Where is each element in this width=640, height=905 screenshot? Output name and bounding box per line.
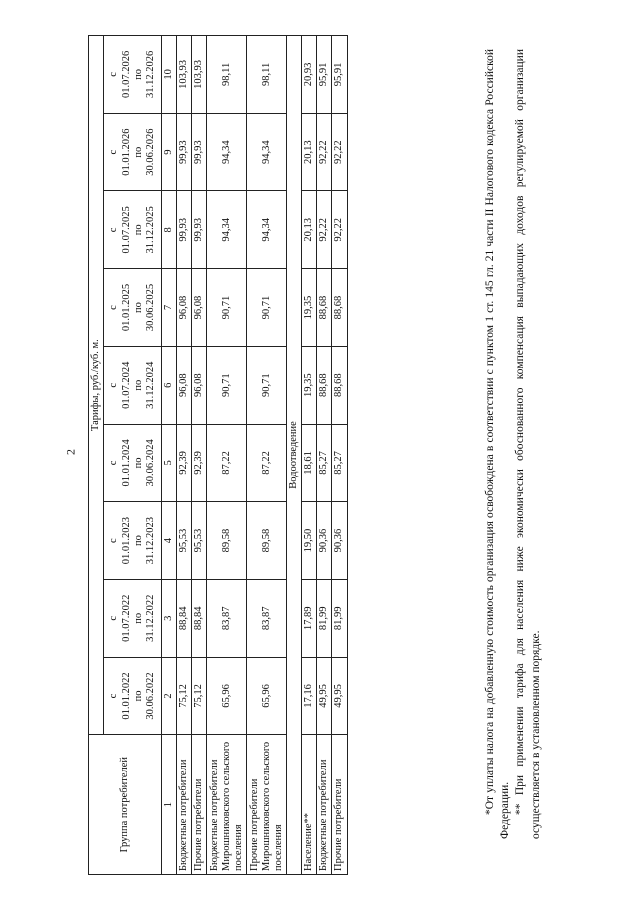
period-to: по	[132, 68, 144, 80]
period-to: по	[132, 146, 144, 158]
tariff-value: 17,89	[302, 579, 317, 657]
tariff-value: 92,22	[332, 191, 347, 269]
period-start: 01.07.2022	[120, 594, 132, 642]
period-start: 01.07.2025	[120, 206, 132, 254]
tariff-value: 90,71	[247, 269, 287, 347]
tariff-value: 89,58	[207, 502, 247, 580]
tariff-value: 65,96	[247, 657, 287, 735]
tariff-value: 92,22	[332, 113, 347, 191]
tariff-value: 92,39	[177, 424, 192, 502]
tariff-value: 89,58	[247, 502, 287, 580]
period-start: 01.07.2024	[120, 361, 132, 409]
period-start: 01.01.2023	[120, 516, 132, 565]
period-from: с	[108, 460, 120, 466]
column-number: 5	[162, 424, 177, 502]
period-end: 30.06.2024	[144, 439, 156, 487]
tariff-value: 19,35	[302, 269, 317, 347]
tariff-value: 88,68	[332, 269, 347, 347]
period-end: 31.12.2026	[144, 50, 156, 99]
tariff-value: 20,13	[302, 113, 317, 191]
tariff-value: 81,99	[317, 579, 332, 657]
footnotes	[483, 49, 544, 839]
column-number: 1	[162, 735, 177, 875]
period-header-6	[104, 269, 162, 347]
table-row	[177, 36, 192, 875]
tariff-value: 99,93	[192, 191, 207, 269]
header-tariffs: Тарифы, руб./куб. м.	[89, 36, 104, 735]
period-from: с	[108, 305, 120, 310]
page-number: 2	[63, 449, 78, 455]
tariff-value: 96,08	[192, 269, 207, 347]
tariff-value: 19,35	[302, 346, 317, 424]
tariff-value: 96,08	[177, 269, 192, 347]
period-start: 01.01.2026	[120, 128, 132, 176]
tariff-value: 88,68	[317, 269, 332, 347]
tariff-value: 65,96	[207, 657, 247, 735]
tariff-value: 92,22	[317, 113, 332, 191]
period-from: с	[108, 693, 120, 699]
footnote-1: *От уплаты налога на добавленную стоимость организация освобождена в соответствии с пунктом 1 ст. 145 гл. 21 части II Налогового кодекса Российской Федерации.	[484, 49, 512, 839]
tariff-value: 88,84	[177, 579, 192, 657]
period-header-2	[104, 579, 162, 657]
tariff-value: 88,68	[317, 346, 332, 424]
period-from: с	[108, 538, 120, 543]
tariff-value: 90,71	[247, 346, 287, 424]
tariff-value: 94,34	[207, 191, 247, 269]
period-to: по	[132, 612, 144, 624]
tariff-value: 94,34	[247, 113, 287, 191]
tariff-value: 83,87	[247, 579, 287, 657]
tariff-value: 87,22	[207, 424, 247, 502]
period-header-4	[104, 424, 162, 502]
tariff-value: 90,71	[207, 269, 247, 347]
tariff-value: 49,95	[317, 657, 332, 735]
tariff-value: 90,36	[317, 502, 332, 580]
period-header-8	[104, 113, 162, 191]
tariff-value: 98,11	[207, 36, 247, 114]
period-end: 31.12.2023	[144, 516, 156, 565]
table-row	[207, 36, 247, 875]
period-to: по	[132, 535, 144, 547]
period-header-9	[104, 36, 162, 114]
tariff-value: 92,22	[317, 191, 332, 269]
period-from: с	[108, 382, 120, 388]
period-start: 01.01.2024	[120, 439, 132, 487]
tariff-value: 18,61	[302, 424, 317, 502]
period-end: 30.06.2025	[144, 283, 156, 332]
tariff-value: 88,68	[332, 346, 347, 424]
tariff-value: 17,16	[302, 657, 317, 735]
column-number: 2	[162, 657, 177, 735]
period-end: 30.06.2026	[144, 128, 156, 176]
table-row	[247, 36, 287, 875]
period-to: по	[132, 379, 144, 391]
tariff-value: 20,13	[302, 191, 317, 269]
tariff-value: 75,12	[192, 657, 207, 735]
column-number: 7	[162, 269, 177, 347]
tariff-value: 98,11	[247, 36, 287, 114]
consumer-group: Бюджетные потребители	[317, 735, 332, 875]
header-group: Группа потребителей	[89, 735, 162, 875]
table-row	[192, 36, 207, 875]
tariff-value: 75,12	[177, 657, 192, 735]
tariff-value: 90,71	[207, 346, 247, 424]
tariff-value: 92,39	[192, 424, 207, 502]
column-number: 4	[162, 502, 177, 580]
period-from: с	[108, 615, 120, 621]
tariff-value: 96,08	[177, 346, 192, 424]
period-header-3	[104, 502, 162, 580]
tariff-value: 99,93	[177, 191, 192, 269]
period-end: 31.12.2025	[144, 206, 156, 254]
table-row	[317, 36, 332, 875]
period-start: 01.01.2022	[120, 672, 132, 720]
rotated-page-content	[88, 35, 588, 875]
tariff-value: 20,93	[302, 36, 317, 114]
column-number: 9	[162, 113, 177, 191]
period-from: с	[108, 72, 120, 77]
column-number: 3	[162, 579, 177, 657]
period-header-7	[104, 191, 162, 269]
tariff-value: 49,95	[332, 657, 347, 735]
period-from: с	[108, 227, 120, 233]
tariff-value: 103,93	[192, 36, 207, 114]
column-number: 8	[162, 191, 177, 269]
period-to: по	[132, 690, 144, 702]
tariff-value: 99,93	[177, 113, 192, 191]
section-label: Водоотведение	[287, 36, 302, 875]
table-row	[332, 36, 347, 875]
table-row	[302, 36, 317, 875]
tariff-value: 96,08	[192, 346, 207, 424]
period-end: 31.12.2024	[144, 361, 156, 409]
period-to: по	[132, 302, 144, 313]
period-start: 01.07.2026	[120, 50, 132, 99]
consumer-group: Бюджетные потребители Мирошниковского сельского поселения	[207, 735, 247, 875]
tariff-value: 88,84	[192, 579, 207, 657]
tariff-value: 90,36	[332, 502, 347, 580]
tariff-value: 95,91	[332, 36, 347, 114]
consumer-group: Прочие потребители	[192, 735, 207, 875]
column-number: 6	[162, 346, 177, 424]
tariff-value: 81,99	[332, 579, 347, 657]
tariff-value: 85,27	[317, 424, 332, 502]
column-number: 10	[162, 36, 177, 114]
consumer-group: Прочие потребители	[332, 735, 347, 875]
period-header-5	[104, 346, 162, 424]
tariff-value: 87,22	[247, 424, 287, 502]
tariff-value: 19,50	[302, 502, 317, 580]
tariff-value: 95,53	[192, 502, 207, 580]
consumer-group: Население**	[302, 735, 317, 875]
tariff-value: 94,34	[207, 113, 247, 191]
tariff-value: 83,87	[207, 579, 247, 657]
period-from: с	[108, 149, 120, 155]
period-to: по	[132, 457, 144, 469]
footnote-2: ** При применении тарифа для населения ниже экономически обоснованного компенсация выпадающих доходов регулируемой организации осуществляется в установленном порядке.	[514, 49, 542, 839]
period-end: 30.06.2022	[144, 672, 156, 720]
tariff-value: 95,91	[317, 36, 332, 114]
tariff-value: 99,93	[192, 113, 207, 191]
tariff-value: 94,34	[247, 191, 287, 269]
period-start: 01.01.2025	[120, 283, 132, 332]
period-end: 31.12.2022	[144, 594, 156, 642]
consumer-group: Прочие потребители Мирошниковского сельского поселения	[247, 735, 287, 875]
period-header-1	[104, 657, 162, 735]
tariff-value: 95,53	[177, 502, 192, 580]
tariff-value: 103,93	[177, 36, 192, 114]
tariff-value: 85,27	[332, 424, 347, 502]
period-to: по	[132, 224, 144, 236]
tariff-table	[88, 35, 348, 875]
consumer-group: Бюджетные потребители	[177, 735, 192, 875]
